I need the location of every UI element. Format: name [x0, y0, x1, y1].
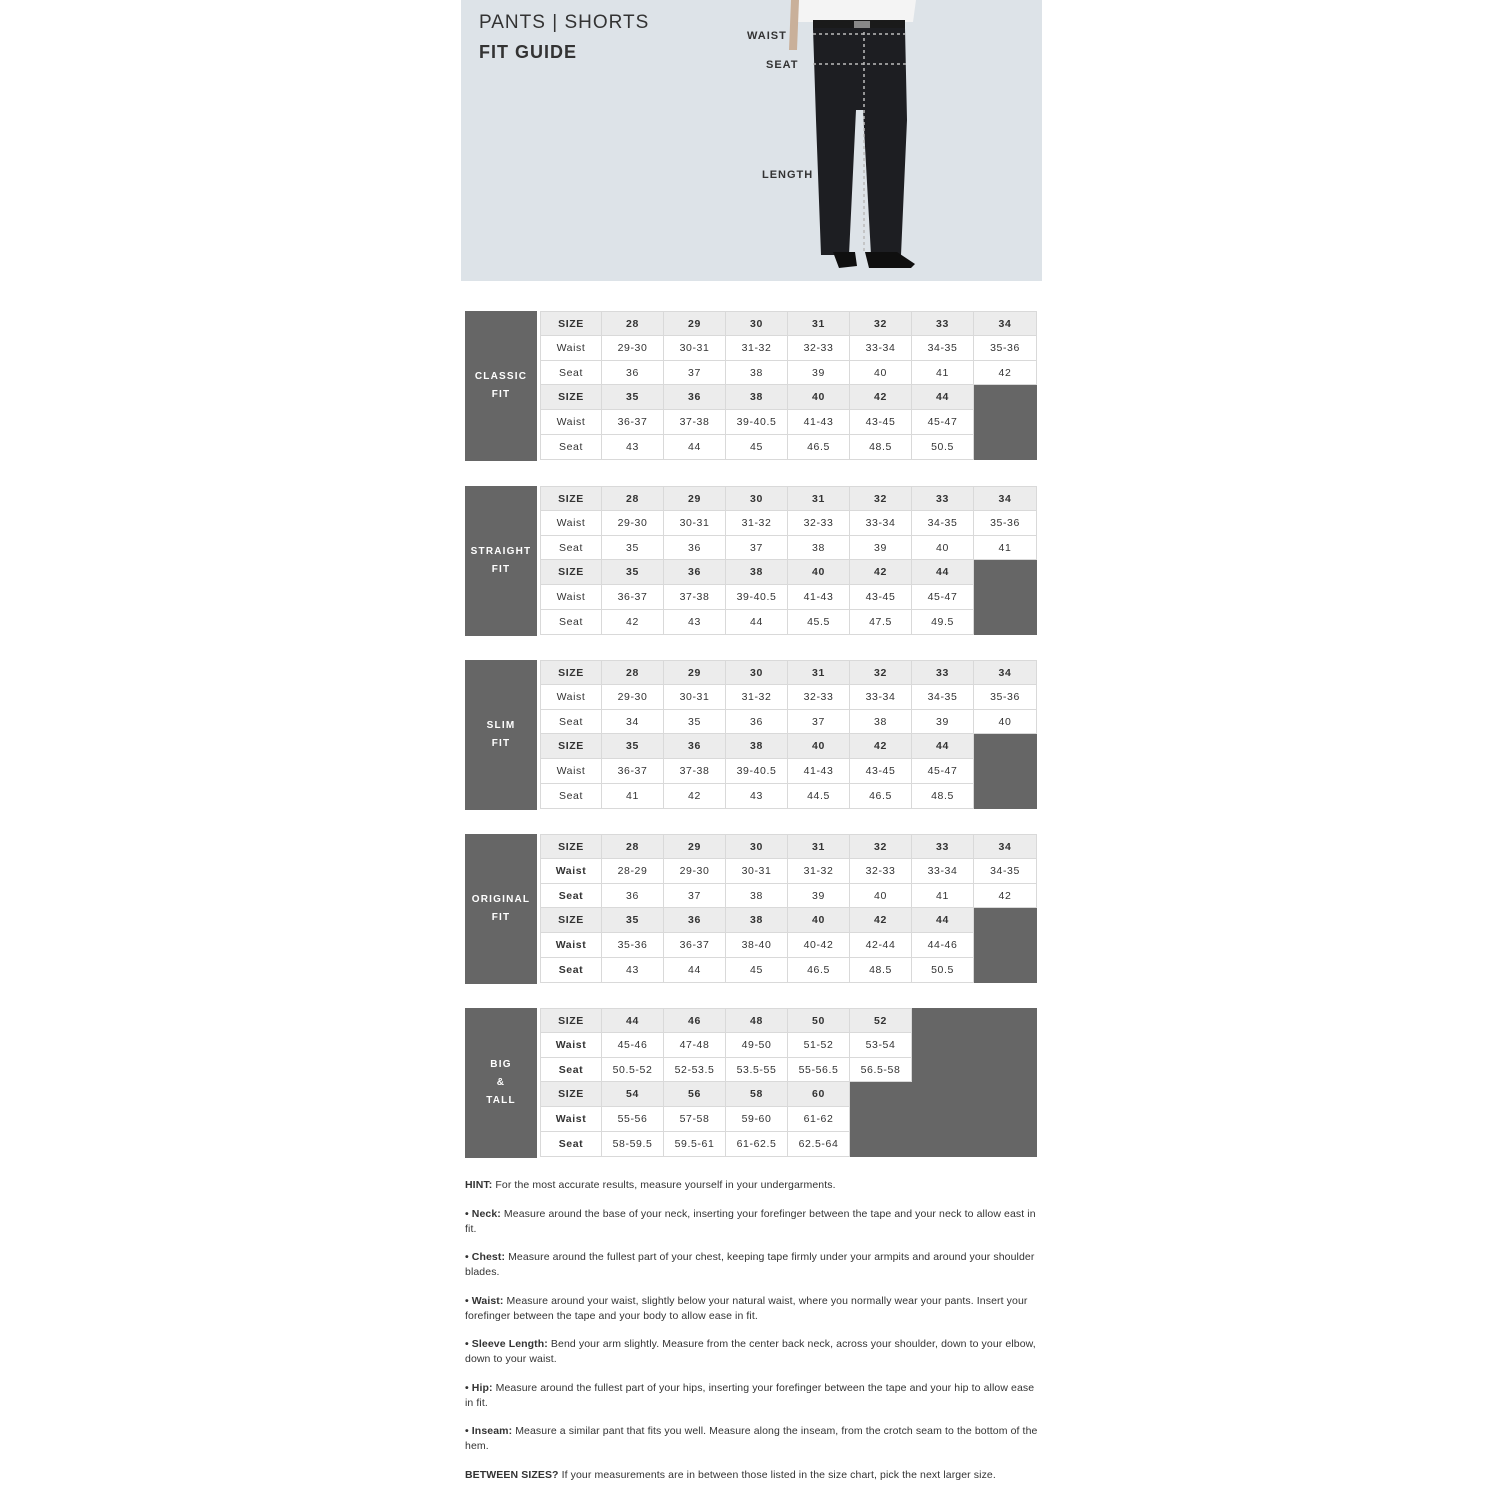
measurement-cell: 41	[602, 784, 664, 809]
row-label-cell: Seat	[540, 884, 602, 909]
note-text: For the most accurate results, measure yourself in your undergarments.	[492, 1179, 836, 1191]
measurement-cell: 31-32	[788, 859, 850, 884]
row-label-cell: Seat	[540, 1058, 602, 1083]
measurement-cell: 42	[974, 884, 1037, 909]
measurement-cell: 32-33	[788, 511, 850, 536]
measurement-cell: 53-54	[850, 1033, 912, 1058]
measurement-cell: 40-42	[788, 933, 850, 958]
size-grid	[540, 1008, 1037, 1158]
size-header-cell: 31	[788, 834, 850, 859]
row-label-cell: Seat	[540, 958, 602, 983]
measurement-cell: 40	[850, 884, 912, 909]
measurement-cell: 36-37	[602, 759, 664, 784]
measurement-cell: 49.5	[912, 610, 974, 635]
note-paragraph	[465, 1337, 1040, 1367]
measurement-cell: 45-47	[912, 759, 974, 784]
empty-cell-filler	[974, 585, 1037, 610]
measurement-cell: 36	[726, 710, 788, 735]
measurement-cell: 41	[912, 884, 974, 909]
measurement-cell: 35-36	[974, 685, 1037, 710]
size-header-cell: 34	[974, 660, 1037, 685]
note-lead: • Inseam:	[465, 1425, 513, 1437]
note-lead: • Neck:	[465, 1207, 501, 1220]
empty-cell-filler	[850, 1107, 1037, 1132]
empty-cell-filler	[974, 560, 1037, 585]
measurement-cell: 38	[726, 361, 788, 386]
size-header-cell: 28	[602, 660, 664, 685]
measurement-cell: 37	[664, 884, 726, 909]
measurement-cell: 40	[850, 361, 912, 386]
empty-cell-filler	[912, 1058, 1037, 1083]
measurement-cell: 38	[726, 884, 788, 909]
measurement-cell: 44	[664, 435, 726, 460]
measurement-cell: 41	[912, 361, 974, 386]
measurement-cell: 50.5-52	[602, 1058, 664, 1083]
size-header-cell: 35	[602, 734, 664, 759]
measurement-cell: 40	[974, 710, 1037, 735]
measurement-cell: 36-37	[664, 933, 726, 958]
measurement-cell: 35	[664, 710, 726, 735]
measurement-cell: 37-38	[664, 585, 726, 610]
size-grid	[540, 486, 1037, 636]
size-header-cell: 36	[664, 908, 726, 933]
fit-type-name: STRAIGHT FIT	[470, 546, 532, 575]
measurement-cell: 45-47	[912, 410, 974, 435]
row-label-cell: Seat	[540, 435, 602, 460]
measurement-cell: 41-43	[788, 759, 850, 784]
measurement-cell: 46.5	[850, 784, 912, 809]
measurement-cell: 49-50	[726, 1033, 788, 1058]
measurement-cell: 39-40.5	[726, 410, 788, 435]
measurement-cell: 55-56.5	[788, 1058, 850, 1083]
row-label-cell: SIZE	[540, 660, 602, 685]
measurement-cell: 52-53.5	[664, 1058, 726, 1083]
empty-cell-filler	[974, 734, 1037, 759]
note-paragraph	[465, 1207, 1040, 1237]
empty-cell-filler	[974, 958, 1037, 983]
measurement-cell: 30-31	[664, 685, 726, 710]
note-text: Measure a similar pant that fits you well. Measure along the inseam, from the crotch seam to the bottom of the hem.	[465, 1425, 1038, 1452]
row-label-cell: SIZE	[540, 311, 602, 336]
size-header-cell: 38	[726, 385, 788, 410]
pants-model-illustration	[461, 0, 1042, 281]
measurement-cell: 39-40.5	[726, 759, 788, 784]
measurement-cell: 43-45	[850, 585, 912, 610]
row-label-cell: Seat	[540, 361, 602, 386]
measurement-cell: 39	[850, 536, 912, 561]
measurement-cell: 38-40	[726, 933, 788, 958]
size-header-cell: 32	[850, 486, 912, 511]
measurement-cell: 44-46	[912, 933, 974, 958]
measurement-cell: 34-35	[974, 859, 1037, 884]
row-label-cell: SIZE	[540, 560, 602, 585]
size-header-cell: 36	[664, 385, 726, 410]
measurement-cell: 31-32	[726, 336, 788, 361]
size-grid	[540, 660, 1037, 810]
fit-type-name: BIG & TALL	[486, 1059, 516, 1106]
size-header-cell: 29	[664, 834, 726, 859]
fit-type-name: CLASSIC FIT	[474, 371, 528, 400]
size-header-cell: 35	[602, 560, 664, 585]
size-table	[465, 660, 1037, 810]
row-label-cell: Waist	[540, 933, 602, 958]
size-header-cell: 40	[788, 908, 850, 933]
measurement-cell: 59-60	[726, 1107, 788, 1132]
measurement-cell: 37	[664, 361, 726, 386]
size-header-cell: 31	[788, 660, 850, 685]
measurement-cell: 34-35	[912, 511, 974, 536]
measurement-cell: 43	[726, 784, 788, 809]
size-header-cell: 36	[664, 560, 726, 585]
size-header-cell: 42	[850, 385, 912, 410]
measurement-cell: 56.5-58	[850, 1058, 912, 1083]
row-label-cell: Waist	[540, 336, 602, 361]
size-header-cell: 56	[664, 1082, 726, 1107]
size-header-cell: 28	[602, 834, 664, 859]
fit-type-label	[465, 834, 537, 984]
row-label-cell: Waist	[540, 859, 602, 884]
note-lead: • Chest:	[465, 1251, 506, 1263]
measurement-cell: 39	[788, 884, 850, 909]
seat-label: SEAT	[766, 59, 799, 71]
measurement-cell: 33-34	[850, 511, 912, 536]
size-header-cell: 38	[726, 908, 788, 933]
note-text: Bend your arm slightly. Measure from the center back neck, across your shoulder, down to your elbow, down to your waist.	[465, 1338, 1036, 1365]
row-label-cell: Waist	[540, 759, 602, 784]
measurement-cell: 42	[664, 784, 726, 809]
measurement-cell: 29-30	[602, 685, 664, 710]
empty-cell-filler	[974, 759, 1037, 784]
note-text: Measure around the fullest part of your chest, keeping tape firmly under your armpits and around your shoulder blades.	[465, 1251, 1035, 1278]
empty-cell-filler	[974, 385, 1037, 410]
measurement-cell: 44	[726, 610, 788, 635]
measurement-cell: 58-59.5	[602, 1132, 664, 1157]
size-header-cell: 60	[788, 1082, 850, 1107]
measurement-cell: 30-31	[726, 859, 788, 884]
empty-cell-filler	[974, 410, 1037, 435]
measurement-cell: 34	[602, 710, 664, 735]
size-header-cell: 38	[726, 560, 788, 585]
note-lead: • Hip:	[465, 1381, 493, 1394]
measurement-notes	[465, 1178, 1040, 1496]
row-label-cell: SIZE	[540, 486, 602, 511]
measurement-cell: 57-58	[664, 1107, 726, 1132]
fit-type-label	[465, 486, 537, 636]
size-header-cell: 44	[912, 908, 974, 933]
size-header-cell: 28	[602, 486, 664, 511]
fit-type-label	[465, 660, 537, 810]
measurement-cell: 38	[788, 536, 850, 561]
size-header-cell: 35	[602, 385, 664, 410]
empty-cell-filler	[850, 1132, 1037, 1157]
measurement-cell: 36-37	[602, 585, 664, 610]
size-header-cell: 32	[850, 311, 912, 336]
measurement-cell: 43	[602, 435, 664, 460]
measurement-cell: 28-29	[602, 859, 664, 884]
measurement-cell: 35-36	[974, 336, 1037, 361]
title-shorts: SHORTS	[564, 12, 650, 33]
size-header-cell: 44	[602, 1008, 664, 1033]
measurement-cell: 48.5	[850, 435, 912, 460]
measurement-cell: 34-35	[912, 685, 974, 710]
size-header-cell: 30	[726, 660, 788, 685]
measurement-cell: 38	[850, 710, 912, 735]
size-header-cell: 33	[912, 834, 974, 859]
measurement-cell: 41	[974, 536, 1037, 561]
measurement-cell: 39	[912, 710, 974, 735]
measurement-cell: 36	[602, 884, 664, 909]
size-header-cell: 33	[912, 660, 974, 685]
measurement-cell: 42	[602, 610, 664, 635]
fit-guide-banner	[461, 0, 1042, 281]
empty-cell-filler	[912, 1008, 1037, 1033]
fit-type-name: ORIGINAL FIT	[471, 894, 531, 923]
measurement-cell: 36	[664, 536, 726, 561]
row-label-cell: Waist	[540, 685, 602, 710]
measurement-cell: 50.5	[912, 435, 974, 460]
size-header-cell: 36	[664, 734, 726, 759]
measurement-cell: 37	[726, 536, 788, 561]
size-header-cell: 33	[912, 486, 974, 511]
measurement-cell: 37-38	[664, 410, 726, 435]
empty-cell-filler	[974, 784, 1037, 809]
size-header-cell: 42	[850, 908, 912, 933]
measurement-cell: 39-40.5	[726, 585, 788, 610]
measurement-cell: 35	[602, 536, 664, 561]
size-header-cell: 42	[850, 734, 912, 759]
row-label-cell: SIZE	[540, 1008, 602, 1033]
measurement-cell: 29-30	[602, 511, 664, 536]
measurement-cell: 45.5	[788, 610, 850, 635]
measurement-cell: 45-47	[912, 585, 974, 610]
measurement-cell: 44	[664, 958, 726, 983]
note-paragraph	[465, 1381, 1040, 1411]
measurement-cell: 61-62	[788, 1107, 850, 1132]
size-header-cell: 42	[850, 560, 912, 585]
measurement-cell: 36-37	[602, 410, 664, 435]
note-paragraph	[465, 1468, 1040, 1483]
fit-type-label	[465, 1008, 537, 1158]
row-label-cell: SIZE	[540, 834, 602, 859]
banner-subtitle: FIT GUIDE	[479, 42, 577, 62]
measurement-cell: 43-45	[850, 759, 912, 784]
measurement-cell: 33-34	[912, 859, 974, 884]
row-label-cell: Waist	[540, 1107, 602, 1132]
fit-type-name: SLIM FIT	[486, 720, 516, 749]
row-label-cell: Waist	[540, 511, 602, 536]
measurement-cell: 37-38	[664, 759, 726, 784]
measurement-cell: 32-33	[850, 859, 912, 884]
measurement-cell: 43	[602, 958, 664, 983]
measurement-cell: 50.5	[912, 958, 974, 983]
note-lead: • Waist:	[465, 1294, 504, 1307]
empty-cell-filler	[974, 610, 1037, 635]
measurement-cell: 55-56	[602, 1107, 664, 1132]
size-header-cell: 32	[850, 660, 912, 685]
measurement-cell: 48.5	[912, 784, 974, 809]
measurement-cell: 51-52	[788, 1033, 850, 1058]
title-separator: |	[552, 12, 559, 33]
size-header-cell: 50	[788, 1008, 850, 1033]
measurement-cell: 33-34	[850, 336, 912, 361]
size-table	[465, 311, 1037, 461]
size-header-cell: 31	[788, 486, 850, 511]
size-header-cell: 52	[850, 1008, 912, 1033]
measurement-cell: 34-35	[912, 336, 974, 361]
size-header-cell: 28	[602, 311, 664, 336]
measurement-cell: 53.5-55	[726, 1058, 788, 1083]
size-header-cell: 38	[726, 734, 788, 759]
size-header-cell: 35	[602, 908, 664, 933]
measurement-cell: 41-43	[788, 585, 850, 610]
measurement-cell: 47-48	[664, 1033, 726, 1058]
measurement-cell: 29-30	[664, 859, 726, 884]
note-lead: BETWEEN SIZES?	[465, 1468, 559, 1481]
measurement-cell: 44.5	[788, 784, 850, 809]
measurement-cell: 36	[602, 361, 664, 386]
measurement-cell: 32-33	[788, 336, 850, 361]
size-header-cell: 44	[912, 734, 974, 759]
row-label-cell: SIZE	[540, 908, 602, 933]
row-label-cell: Seat	[540, 536, 602, 561]
row-label-cell: Waist	[540, 410, 602, 435]
measurement-cell: 32-33	[788, 685, 850, 710]
size-grid	[540, 311, 1037, 461]
measurement-cell: 47.5	[850, 610, 912, 635]
measurement-cell: 33-34	[850, 685, 912, 710]
measurement-cell: 42	[974, 361, 1037, 386]
empty-cell-filler	[912, 1033, 1037, 1058]
measurement-cell: 48.5	[850, 958, 912, 983]
empty-cell-filler	[974, 435, 1037, 460]
note-text: If your measurements are in between those listed in the size chart, pick the next larger size.	[558, 1468, 996, 1481]
size-header-cell: 29	[664, 486, 726, 511]
fit-type-label	[465, 311, 537, 461]
measurement-cell: 41-43	[788, 410, 850, 435]
note-paragraph	[465, 1424, 1040, 1454]
waist-label: WAIST	[747, 30, 787, 42]
note-paragraph	[465, 1250, 1040, 1280]
length-label: LENGTH	[762, 169, 814, 181]
measurement-cell: 62.5-64	[788, 1132, 850, 1157]
measurement-cell: 40	[912, 536, 974, 561]
measurement-cell: 39	[788, 361, 850, 386]
size-header-cell: 29	[664, 660, 726, 685]
size-header-cell: 30	[726, 834, 788, 859]
size-header-cell: 34	[974, 311, 1037, 336]
measurement-cell: 43	[664, 610, 726, 635]
size-header-cell: 40	[788, 734, 850, 759]
row-label-cell: Seat	[540, 610, 602, 635]
title-pants: PANTS	[479, 12, 546, 33]
size-header-cell: 33	[912, 311, 974, 336]
size-table	[465, 486, 1037, 636]
size-header-cell: 44	[912, 560, 974, 585]
row-label-cell: Waist	[540, 1033, 602, 1058]
size-header-cell: 29	[664, 311, 726, 336]
row-label-cell: Seat	[540, 1132, 602, 1157]
empty-cell-filler	[974, 933, 1037, 958]
measurement-cell: 31-32	[726, 511, 788, 536]
measurement-cell: 43-45	[850, 410, 912, 435]
measurement-cell: 45	[726, 435, 788, 460]
note-text: Measure around your waist, slightly below your natural waist, where you normally wear your pants. Insert your forefinger between the tape and your body to allow ease in fit.	[465, 1294, 1028, 1322]
row-label-cell: Seat	[540, 710, 602, 735]
measurement-cell: 31-32	[726, 685, 788, 710]
size-header-cell: 34	[974, 834, 1037, 859]
row-label-cell: Waist	[540, 585, 602, 610]
measurement-cell: 37	[788, 710, 850, 735]
row-label-cell: SIZE	[540, 1082, 602, 1107]
note-lead: • Sleeve Length:	[465, 1338, 548, 1350]
measurement-cell: 30-31	[664, 336, 726, 361]
measurement-cell: 30-31	[664, 511, 726, 536]
size-header-cell: 48	[726, 1008, 788, 1033]
measurement-cell: 45	[726, 958, 788, 983]
size-header-cell: 58	[726, 1082, 788, 1107]
measurement-cell: 35-36	[602, 933, 664, 958]
measurement-cell: 59.5-61	[664, 1132, 726, 1157]
note-lead: HINT:	[465, 1179, 493, 1191]
size-header-cell: 40	[788, 385, 850, 410]
note-text: Measure around the base of your neck, inserting your forefinger between the tape and your neck to allow east in fit.	[465, 1207, 1036, 1235]
measurement-cell: 42-44	[850, 933, 912, 958]
note-paragraph	[465, 1178, 1040, 1193]
measurement-cell: 46.5	[788, 958, 850, 983]
size-table	[465, 834, 1037, 984]
measurement-cell: 61-62.5	[726, 1132, 788, 1157]
size-header-cell: 30	[726, 486, 788, 511]
measurement-cell: 29-30	[602, 336, 664, 361]
size-header-cell: 34	[974, 486, 1037, 511]
empty-cell-filler	[850, 1082, 1037, 1107]
empty-cell-filler	[974, 908, 1037, 933]
measurement-cell: 45-46	[602, 1033, 664, 1058]
size-header-cell: 31	[788, 311, 850, 336]
size-header-cell: 54	[602, 1082, 664, 1107]
size-header-cell: 30	[726, 311, 788, 336]
note-paragraph	[465, 1294, 1040, 1324]
size-header-cell: 46	[664, 1008, 726, 1033]
size-grid	[540, 834, 1037, 984]
measurement-cell: 35-36	[974, 511, 1037, 536]
row-label-cell: SIZE	[540, 734, 602, 759]
size-header-cell: 32	[850, 834, 912, 859]
row-label-cell: SIZE	[540, 385, 602, 410]
size-header-cell: 40	[788, 560, 850, 585]
size-header-cell: 44	[912, 385, 974, 410]
measurement-cell: 46.5	[788, 435, 850, 460]
size-table	[465, 1008, 1037, 1158]
note-text: Measure around the fullest part of your hips, inserting your forefinger between the tape and your hip to allow ease in fit.	[465, 1381, 1035, 1409]
row-label-cell: Seat	[540, 784, 602, 809]
